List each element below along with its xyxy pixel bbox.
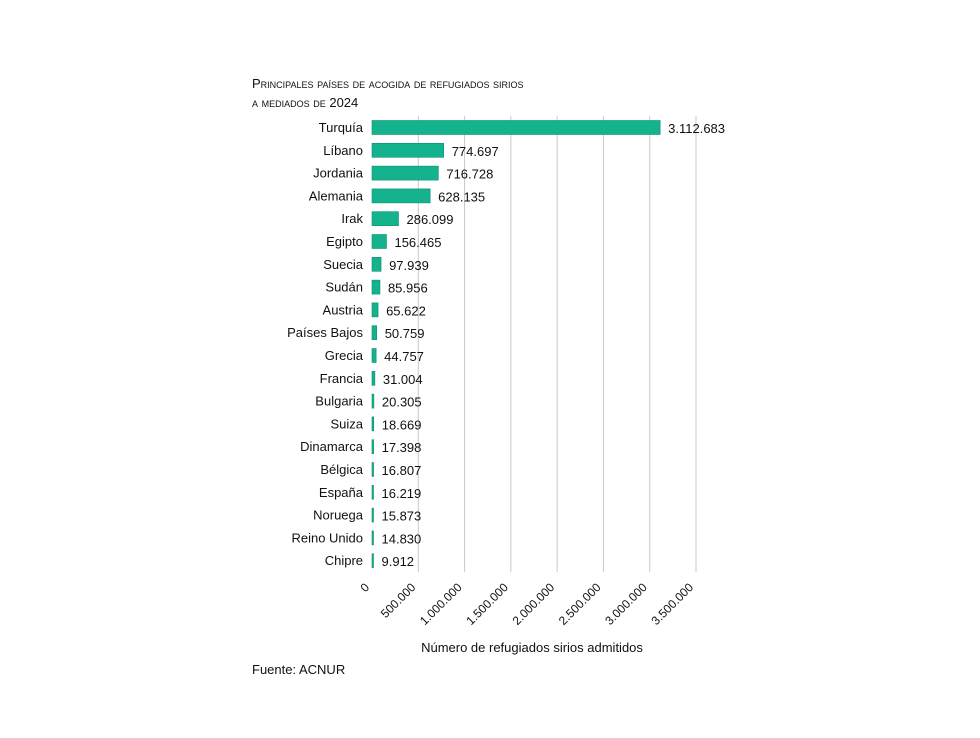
- value-label: 286.099: [406, 212, 454, 228]
- value-label: 17.398: [381, 440, 422, 456]
- bar: [372, 257, 381, 271]
- x-tick-label: 2.500.000: [555, 580, 604, 628]
- bar: [372, 371, 375, 385]
- bar: [372, 440, 374, 454]
- bar: [372, 166, 438, 180]
- category-label: Turquía: [318, 120, 363, 135]
- chart-title-line-1: Principales países de acogida de refugiados sirios: [252, 76, 524, 91]
- category-label: Países Bajos: [287, 325, 363, 341]
- category-label: Grecia: [324, 348, 363, 363]
- bar: [372, 349, 376, 363]
- x-tick-label: 1.500.000: [463, 580, 511, 628]
- bar: [372, 212, 398, 226]
- category-label: Egipto: [326, 234, 363, 249]
- value-label: 31.004: [382, 371, 423, 387]
- category-label: Noruega: [313, 507, 363, 523]
- category-label: Suecia: [323, 256, 363, 272]
- value-label: 50.759: [384, 326, 425, 342]
- x-tick-label: 0: [357, 580, 373, 595]
- value-label: 156.465: [394, 235, 442, 250]
- category-label: España: [318, 484, 363, 500]
- bar: [372, 121, 660, 135]
- x-axis-tick-labels: [357, 580, 696, 628]
- value-label: 18.669: [381, 417, 422, 433]
- bar: [372, 485, 374, 499]
- x-tick-label: 1.000.000: [417, 580, 465, 628]
- bar: [372, 143, 444, 157]
- category-label: Líbano: [323, 142, 363, 158]
- category-label: Chipre: [324, 553, 363, 569]
- bar: [372, 531, 374, 545]
- value-label: 97.939: [389, 257, 429, 273]
- value-label: 65.622: [386, 303, 426, 319]
- chart-title-line-2: a mediados de 2024: [252, 95, 359, 110]
- category-label: Jordania: [313, 165, 363, 181]
- bar: [372, 235, 386, 249]
- category-label: Austria: [322, 302, 363, 318]
- value-label: 20.305: [381, 394, 422, 410]
- x-tick-label: 3.500.000: [648, 580, 697, 628]
- value-label: 44.757: [384, 349, 424, 364]
- value-labels: [382, 121, 726, 569]
- bar: [372, 303, 378, 317]
- value-label: 628.135: [438, 189, 486, 205]
- category-label: Irak: [341, 211, 363, 227]
- bar: [372, 417, 374, 431]
- bar: [372, 463, 374, 477]
- bar: [372, 189, 430, 203]
- category-label: Dinamarca: [300, 439, 363, 455]
- value-label: 16.219: [381, 485, 422, 501]
- x-tick-label: 3.000.000: [602, 580, 650, 628]
- bar: [372, 554, 374, 568]
- category-label: Bélgica: [320, 462, 363, 477]
- category-label: Reino Unido: [291, 530, 363, 546]
- value-label: 716.728: [446, 166, 494, 182]
- category-labels: [287, 120, 364, 568]
- value-label: 85.956: [387, 280, 428, 296]
- value-label: 3.112.683: [668, 121, 726, 136]
- value-label: 15.873: [381, 508, 422, 524]
- bar: [372, 508, 374, 522]
- category-label: Alemania: [308, 188, 363, 204]
- bar: [372, 326, 377, 340]
- category-label: Sudán: [325, 279, 363, 295]
- x-tick-label: 2.000.000: [509, 580, 558, 628]
- x-axis-label: Número de refugiados sirios admitidos: [421, 640, 643, 655]
- value-label: 774.697: [451, 143, 499, 159]
- grid-lines: [418, 116, 696, 572]
- bar: [372, 394, 374, 408]
- category-label: Suiza: [330, 416, 363, 432]
- category-label: Bulgaria: [315, 393, 363, 409]
- value-label: 9.912: [381, 554, 415, 570]
- value-label: 14.830: [381, 531, 422, 547]
- category-label: Francia: [319, 370, 363, 386]
- x-tick-label: 500.000: [377, 580, 419, 621]
- value-label: 16.807: [381, 463, 422, 478]
- bar: [372, 280, 380, 294]
- source-note: Fuente: ACNUR: [252, 662, 346, 677]
